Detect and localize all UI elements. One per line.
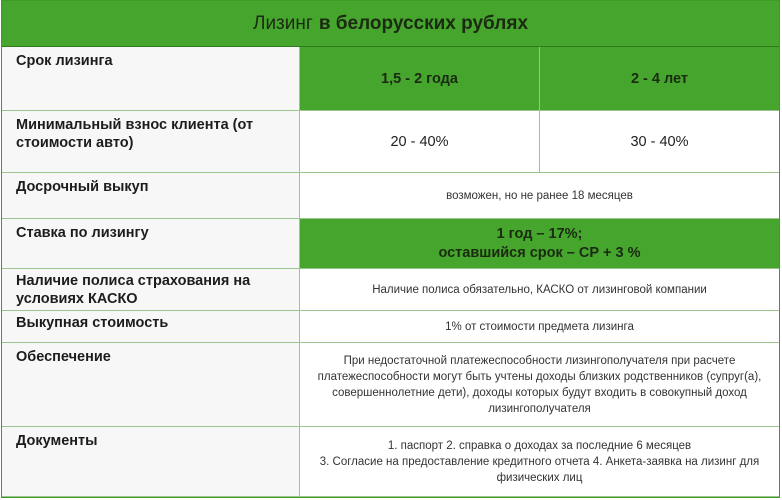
documents-value	[300, 427, 779, 497]
row-label-buyout-cost: Выкупная стоимость	[2, 311, 300, 343]
row-documents	[2, 427, 779, 497]
insurance-value: Наличие полиса обязательно, КАСКО от лизинговой компании	[300, 269, 779, 311]
row-buyout-cost	[2, 311, 779, 343]
title-bold: в белорусских рублях	[318, 12, 529, 34]
row-label-rate: Ставка по лизингу	[2, 219, 300, 269]
rate-value	[300, 219, 779, 269]
row-insurance	[2, 269, 779, 311]
early-buyout-value: возможен, но не ранее 18 месяцев	[300, 173, 779, 219]
row-rate	[2, 219, 779, 269]
buyout-cost-value: 1% от стоимости предмета лизинга	[300, 311, 779, 343]
row-term	[2, 47, 779, 111]
row-label-early-buyout: Досрочный выкуп	[2, 173, 300, 219]
down-payment-col2: 30 - 40%	[539, 111, 779, 173]
rate-line1: 1 год – 17%;	[496, 225, 583, 242]
row-security	[2, 343, 779, 427]
row-down-payment	[2, 111, 779, 173]
row-early-buyout	[2, 173, 779, 219]
row-label-down-payment: Минимальный взнос клиента (от стоимости авто)	[2, 111, 300, 173]
row-label-documents: Документы	[2, 427, 300, 497]
down-payment-col1: 20 - 40%	[300, 111, 539, 173]
row-label-insurance: Наличие полиса страхования на условиях КАСКО	[2, 269, 300, 311]
row-label-term: Срок лизинга	[2, 47, 300, 111]
term-col2: 2 - 4 лет	[539, 47, 779, 111]
term-col1: 1,5 - 2 года	[300, 47, 539, 111]
row-label-security: Обеспечение	[2, 343, 300, 427]
table-title	[2, 1, 779, 47]
documents-line2: 3. Согласие на предоставление кредитного отчета 4. Анкета-заявка на лизинг для физических лиц	[319, 455, 760, 484]
rate-line2: оставшийся срок – СР + 3 %	[438, 244, 641, 261]
security-value: При недостаточной платежеспособности лизингополучателя при расчете платежеспособности могут быть учтены доходы близких родственников (супруг(а), совершеннолетние дети), доходы которых будут входить в совокупный доход лизингополучателя	[300, 343, 779, 427]
documents-line1: 1. паспорт 2. справка о доходах за последние 6 месяцев	[387, 439, 692, 452]
title-plain: Лизинг	[252, 12, 313, 34]
